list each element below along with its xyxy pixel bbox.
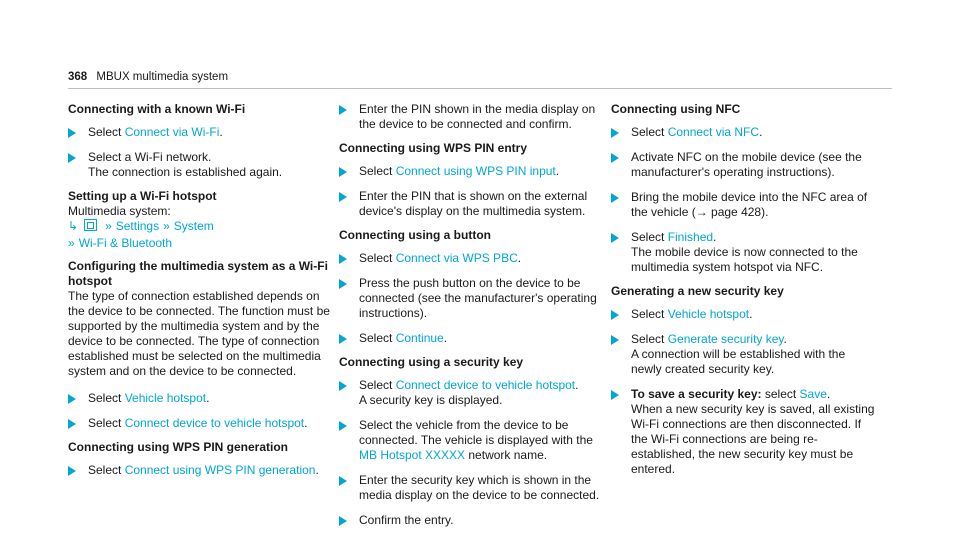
menu-link-connect-via-nfc[interactable]: Connect via NFC (667, 125, 760, 139)
step-item: Select Continue. (339, 331, 604, 346)
heading-nfc: Connecting using NFC (611, 102, 741, 116)
heading-wps-pin-generation: Connecting using WPS PIN generation (68, 440, 289, 454)
step-item: To save a security key: select Save. When a new security key is saved, all existing Wi-Fi connections are then disconnected. If the Wi-Fi connections are being re-established, the new security key must be entered. (611, 387, 876, 477)
step-result: The connection is established again. (88, 165, 283, 179)
path-arrow-icon: ↳ (68, 219, 79, 233)
bullet-icon (339, 167, 347, 177)
menu-link-system[interactable]: System (173, 219, 214, 233)
chevron-right-icon: » (105, 219, 112, 233)
menu-path-continued (68, 236, 333, 251)
heading-wps-pin-entry: Connecting using WPS PIN entry (339, 141, 528, 155)
step-item: Press the push button on the device to be connected (see the manufacturer's operating instructions). (339, 276, 604, 321)
heading-generate-key: Generating a new security key (611, 284, 784, 298)
menu-link-connect-device[interactable]: Connect device to vehicle hotspot (124, 416, 305, 430)
step-result: A security key is displayed. (359, 393, 503, 407)
bullet-icon (611, 310, 619, 320)
page-number: 368 (68, 71, 88, 83)
step-item: Select Connect using WPS PIN input. (339, 164, 604, 179)
step-item: Select Vehicle hotspot. (68, 391, 333, 406)
bullet-icon (68, 394, 76, 404)
menu-link-finished[interactable]: Finished (667, 230, 714, 244)
bullet-icon (611, 233, 619, 243)
step-item: Select Connect via WPS PBC. (339, 251, 604, 266)
step-item: Select Vehicle hotspot. (611, 307, 876, 322)
menu-link-wps-pin-generation[interactable]: Connect using WPS PIN generation (124, 463, 316, 477)
step-item: Select Finished. The mobile device is now connected to the multimedia system hotspot via NFC. (611, 230, 876, 275)
bullet-icon (611, 153, 619, 163)
bullet-icon (68, 128, 76, 138)
bullet-icon (339, 192, 347, 202)
home-icon (84, 219, 97, 231)
bullet-icon (339, 279, 347, 289)
chevron-right-icon: » (68, 236, 75, 250)
bullet-icon (68, 153, 76, 163)
step-result: The mobile device is now connected to the multimedia system hotspot via NFC. (631, 245, 858, 274)
instruction-lead: To save a security key: (631, 387, 762, 401)
body-paragraph: The type of connection established depends on the device to be connected. The function must be supported by the multimedia system and by the device to be connected. The type of connection established must be selected on the multimedia system and on the device to be connected. (68, 289, 330, 378)
page-title: MBUX multimedia system (96, 71, 229, 83)
bullet-icon (339, 254, 347, 264)
bullet-icon (339, 476, 347, 486)
bullet-icon (339, 516, 347, 526)
header-divider (68, 88, 892, 89)
column-right (611, 102, 876, 487)
bullet-icon (339, 105, 347, 115)
menu-link-save[interactable]: Save (799, 387, 827, 401)
column-left (68, 102, 333, 488)
menu-link-wps-pin-input[interactable]: Connect using WPS PIN input (395, 164, 556, 178)
step-item: Enter the PIN shown in the media display on the device to be connected and confirm. (339, 102, 604, 132)
chevron-right-icon: » (163, 219, 170, 233)
heading-setup-hotspot: Setting up a Wi-Fi hotspot (68, 189, 217, 203)
menu-link-generate-key[interactable]: Generate security key (667, 332, 784, 346)
step-item: Enter the security key which is shown in the media display on the device to be connected. (339, 473, 604, 503)
column-middle (339, 102, 604, 538)
bullet-icon (339, 334, 347, 344)
bullet-icon (611, 390, 619, 400)
menu-link-continue[interactable]: Continue (395, 331, 444, 345)
menu-link-vehicle-hotspot[interactable]: Vehicle hotspot (124, 391, 207, 405)
menu-link-connect-device[interactable]: Connect device to vehicle hotspot (395, 378, 576, 392)
menu-link-connect-via-wifi[interactable]: Connect via Wi-Fi (124, 125, 220, 139)
step-item: Select Connect device to vehicle hotspot. A security key is displayed. (339, 378, 604, 408)
step-item: Activate NFC on the mobile device (see the manufacturer's operating instructions). (611, 150, 876, 180)
menu-link-settings[interactable]: Settings (115, 219, 160, 233)
bullet-icon (68, 466, 76, 476)
step-result: A connection will be established with the newly created security key. (631, 347, 846, 376)
menu-link-wps-pbc[interactable]: Connect via WPS PBC (395, 251, 518, 265)
bullet-icon (611, 193, 619, 203)
bullet-icon (68, 419, 76, 429)
page-header (68, 70, 228, 85)
bullet-icon (339, 421, 347, 431)
step-item: Confirm the entry. (339, 513, 604, 528)
heading-button: Connecting using a button (339, 228, 491, 242)
network-name: MB Hotspot XXXXX (359, 448, 466, 462)
step-item: Select Connect via Wi-Fi. (68, 125, 333, 140)
menu-link-vehicle-hotspot[interactable]: Vehicle hotspot (667, 307, 750, 321)
multimedia-system-label: Multimedia system: (68, 204, 171, 218)
menu-link-wifi-bluetooth[interactable]: Wi-Fi & Bluetooth (78, 236, 173, 250)
step-item: Select the vehicle from the device to be connected. The vehicle is displayed with the MB Hotspot XXXXX network name. (339, 418, 604, 463)
step-result: When a new security key is saved, all existing Wi-Fi connections are then disconnected. If the Wi-Fi connections are being re-established, the new security key must be entered. (631, 402, 875, 476)
heading-security-key: Connecting using a security key (339, 355, 524, 369)
step-item: Select Generate security key. A connection will be established with the newly created security key. (611, 332, 876, 377)
step-item: Enter the PIN that is shown on the external device's display on the multimedia system. (339, 189, 604, 219)
menu-path (68, 219, 333, 234)
bullet-icon (339, 381, 347, 391)
step-item: Bring the mobile device into the NFC area of the vehicle (→ page 428). (611, 190, 876, 220)
bullet-icon (611, 128, 619, 138)
step-item: Select Connect using WPS PIN generation. (68, 463, 333, 478)
step-item: Select Connect via NFC. (611, 125, 876, 140)
heading-known-wifi: Connecting with a known Wi-Fi (68, 102, 246, 116)
step-item: Select Connect device to vehicle hotspot. (68, 416, 333, 431)
heading-configure-hotspot: Configuring the multimedia system as a Wi-Fi hotspot (68, 259, 328, 288)
step-item: Select a Wi-Fi network. The connection is established again. (68, 150, 333, 180)
bullet-icon (611, 335, 619, 345)
